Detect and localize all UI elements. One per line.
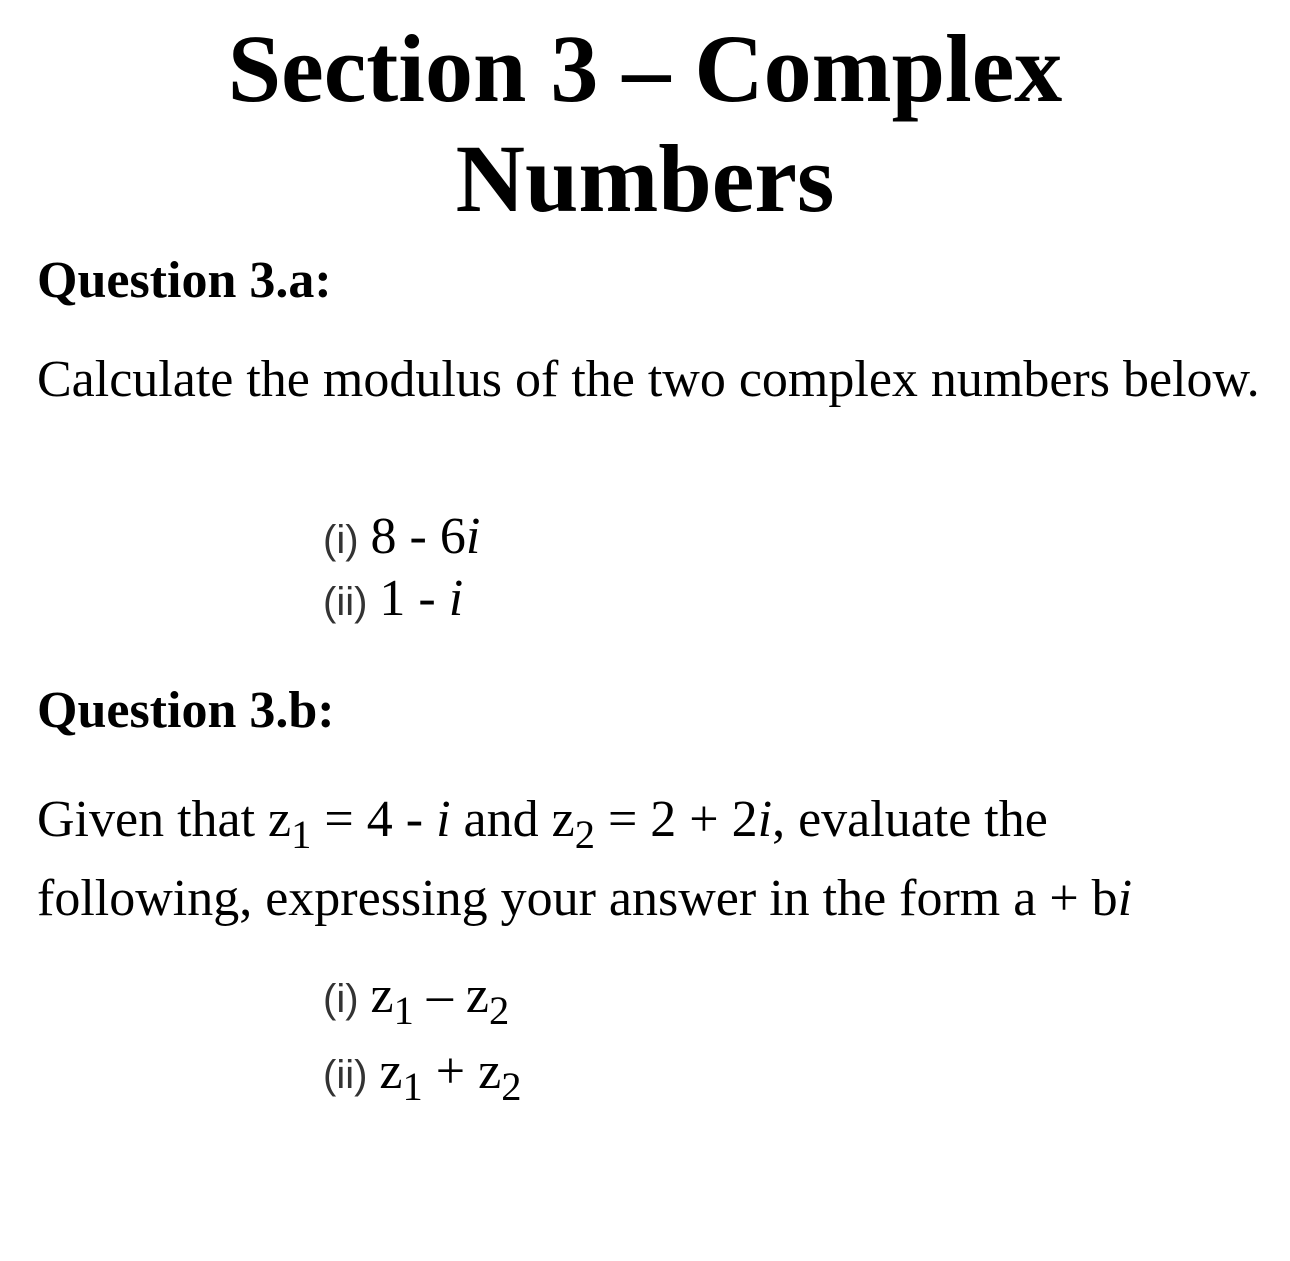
question-3b-item-ii bbox=[323, 1042, 522, 1110]
expression-real: 8 - 6 bbox=[370, 508, 466, 565]
prompt-text: = 4 - bbox=[311, 791, 437, 848]
subscript: 2 bbox=[501, 1064, 522, 1110]
operator-and-variable: – z bbox=[413, 967, 489, 1024]
subscript: 2 bbox=[489, 988, 510, 1034]
prompt-text: , evaluate the following, expressing your answer in the form a + b bbox=[37, 791, 1118, 927]
item-number: (ii) bbox=[323, 580, 368, 624]
imaginary-unit: i bbox=[448, 570, 464, 627]
item-number: (i) bbox=[323, 977, 359, 1021]
question-3a-item-ii bbox=[323, 569, 463, 632]
question-3a-heading: Question 3.a: bbox=[37, 252, 332, 309]
item-number: (ii) bbox=[323, 1053, 368, 1097]
subscript: 1 bbox=[393, 988, 414, 1034]
question-3b-item-i bbox=[323, 966, 510, 1034]
question-3b-heading: Question 3.b: bbox=[37, 682, 335, 739]
subscript: 1 bbox=[291, 812, 312, 858]
prompt-text: and z bbox=[450, 791, 575, 848]
variable-z: z bbox=[370, 967, 394, 1024]
title-line-1: Section 3 – Complex bbox=[227, 15, 1063, 122]
subscript: 2 bbox=[574, 812, 595, 858]
subscript: 1 bbox=[402, 1064, 423, 1110]
item-number: (i) bbox=[323, 518, 359, 562]
variable-z: z bbox=[379, 1043, 403, 1100]
page-title bbox=[0, 14, 1290, 234]
expression-real: 1 - bbox=[379, 570, 449, 627]
title-line-2: Numbers bbox=[455, 125, 835, 232]
question-3b-prompt bbox=[37, 782, 1267, 937]
prompt-text: Given that z bbox=[37, 791, 292, 848]
imaginary-unit: i bbox=[436, 791, 451, 848]
question-3a-prompt: Calculate the modulus of the two complex numbers below. bbox=[37, 351, 1260, 408]
operator-and-variable: + z bbox=[422, 1043, 502, 1100]
imaginary-unit: i bbox=[757, 791, 773, 848]
prompt-text: = 2 + 2 bbox=[594, 791, 758, 848]
question-3a-item-i bbox=[323, 507, 480, 570]
imaginary-unit: i bbox=[465, 508, 481, 565]
imaginary-unit: i bbox=[1117, 870, 1133, 927]
